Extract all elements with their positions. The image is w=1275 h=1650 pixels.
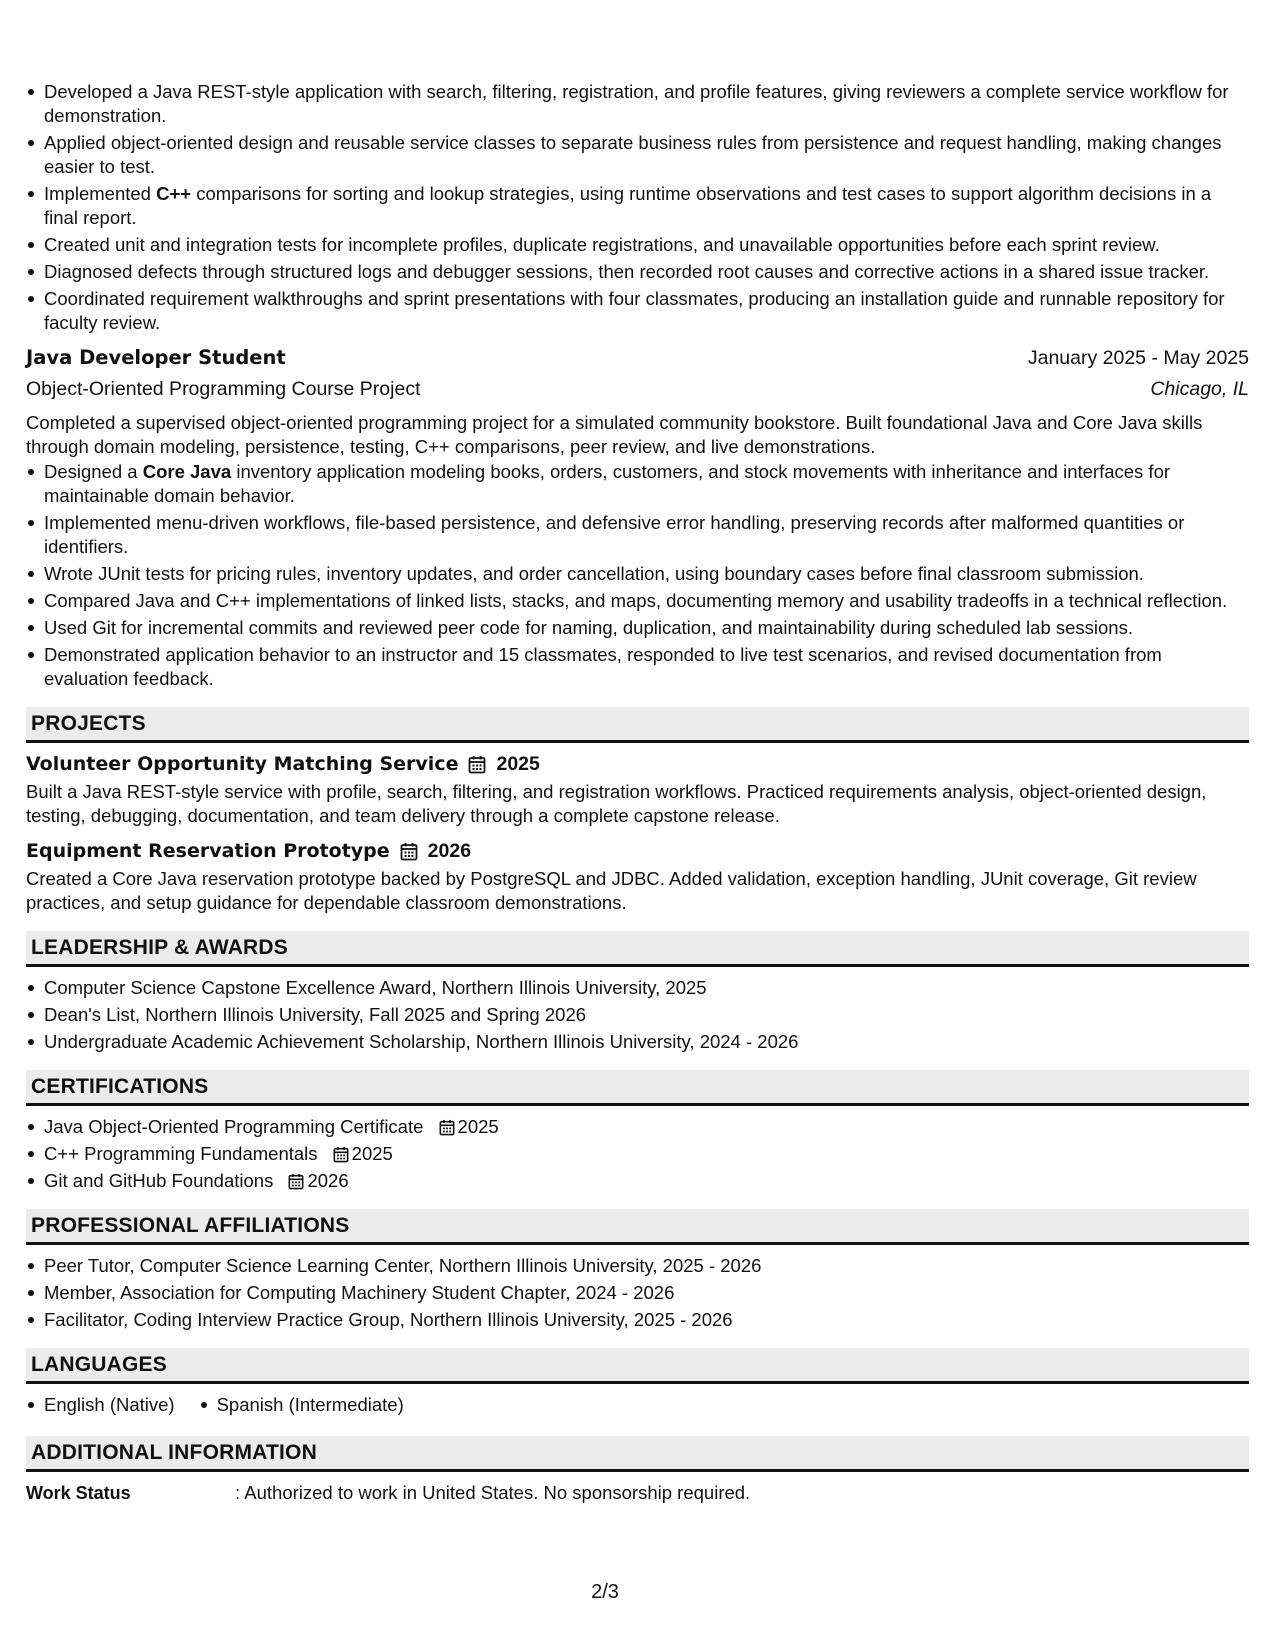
certification-year: 2025	[457, 1116, 499, 1137]
certification-name: Java Object-Oriented Programming Certificate	[44, 1116, 424, 1137]
section-heading-awards: LEADERSHIP & AWARDS	[26, 931, 1249, 967]
project-description: Created a Core Java reservation prototype backed by PostgreSQL and JDBC. Added validation, exception handling, JUnit coverage, Git review practices, and setup guidance for dependable classroom demonstrations.	[26, 868, 1197, 913]
job-organization: Object-Oriented Programming Course Project	[26, 378, 421, 400]
calendar-icon	[468, 755, 486, 774]
work-status-value: : Authorized to work in United States. No sponsorship required.	[235, 1482, 751, 1503]
job-bullets	[26, 460, 1249, 691]
list-item: Coordinated requirement walkthroughs and sprint presentations with four classmates, producing an installation guide and runnable repository for faculty review.	[26, 287, 1249, 335]
calendar-icon	[333, 1146, 349, 1163]
certification-name: C++ Programming Fundamentals	[44, 1143, 318, 1164]
project-item	[26, 752, 1249, 828]
list-item: Dean's List, Northern Illinois University, Fall 2025 and Spring 2026	[26, 1003, 1249, 1027]
list-item	[26, 1142, 1249, 1166]
project-year: 2026	[427, 840, 472, 862]
list-item: Peer Tutor, Computer Science Learning Center, Northern Illinois University, 2025 - 2026	[26, 1254, 1249, 1278]
section-heading-additional: ADDITIONAL INFORMATION	[26, 1436, 1249, 1472]
list-item: Applied object-oriented design and reusable service classes to separate business rules from persistence and request handling, making changes easier to test.	[26, 131, 1249, 179]
awards-list	[26, 976, 1249, 1054]
list-item	[26, 1115, 1249, 1139]
experience-bullets-top	[26, 80, 1249, 335]
languages-list	[26, 1393, 1249, 1420]
certification-name: Git and GitHub Foundations	[44, 1170, 274, 1191]
calendar-icon	[439, 1119, 455, 1136]
certification-year: 2026	[307, 1170, 349, 1191]
section-heading-languages: LANGUAGES	[26, 1348, 1249, 1384]
job-summary: Completed a supervised object-oriented programming project for a simulated community bookstore. Built foundational Java and Core Java skills through domain modeling, persistence, testing, C++ comparisons, peer review, and live demonstrations.	[26, 412, 1203, 457]
calendar-icon	[288, 1173, 304, 1190]
list-item: Wrote JUnit tests for pricing rules, inventory updates, and order cancellation, using boundary cases before final classroom submission.	[26, 562, 1249, 586]
list-item: Designed a Core Java inventory application modeling books, orders, customers, and stock movements with inheritance and interfaces for maintainable domain behavior.	[26, 460, 1249, 508]
section-heading-certifications: CERTIFICATIONS	[26, 1070, 1249, 1106]
job-location: Chicago, IL	[1150, 378, 1249, 400]
section-heading-projects: PROJECTS	[26, 707, 1249, 743]
additional-info-row	[26, 1481, 1249, 1505]
list-item: Facilitator, Coding Interview Practice Group, Northern Illinois University, 2025 - 2026	[26, 1308, 1249, 1332]
project-description: Built a Java REST-style service with profile, search, filtering, and registration workflows. Practiced requirements analysis, object-oriented design, testing, debugging, documentation, and team delivery through a complete capstone release.	[26, 781, 1207, 826]
list-item: Used Git for incremental commits and reviewed peer code for naming, duplication, and maintainability during scheduled lab sessions.	[26, 616, 1249, 640]
list-item: Computer Science Capstone Excellence Award, Northern Illinois University, 2025	[26, 976, 1249, 1000]
project-title: Volunteer Opportunity Matching Service	[26, 753, 459, 775]
section-heading-affiliations: PROFESSIONAL AFFILIATIONS	[26, 1209, 1249, 1245]
list-item: Spanish (Intermediate)	[199, 1393, 404, 1417]
list-item: Undergraduate Academic Achievement Scholarship, Northern Illinois University, 2024 - 2026	[26, 1030, 1249, 1054]
work-status-label: Work Status	[26, 1483, 131, 1503]
list-item: Diagnosed defects through structured logs and debugger sessions, then recorded root causes and corrective actions in a shared issue tracker.	[26, 260, 1249, 284]
calendar-icon	[400, 842, 418, 861]
project-item	[26, 839, 1249, 915]
list-item: Developed a Java REST-style application with search, filtering, registration, and profile features, giving reviewers a complete service workflow for demonstration.	[26, 80, 1249, 128]
list-item	[26, 1169, 1249, 1193]
certifications-list	[26, 1115, 1249, 1193]
list-item: Compared Java and C++ implementations of linked lists, stacks, and maps, documenting memory and usability tradeoffs in a technical reflection.	[26, 589, 1249, 613]
page-number: 2/3	[591, 1581, 619, 1603]
list-item: Implemented C++ comparisons for sorting and lookup strategies, using runtime observations and test cases to support algorithm decisions in a final report.	[26, 182, 1249, 230]
job-subheader	[26, 377, 1249, 401]
job-title: Java Developer Student	[26, 346, 286, 369]
list-item: Member, Association for Computing Machinery Student Chapter, 2024 - 2026	[26, 1281, 1249, 1305]
project-year: 2025	[496, 753, 540, 775]
list-item: Demonstrated application behavior to an instructor and 15 classmates, responded to live test scenarios, and revised documentation from evaluation feedback.	[26, 643, 1249, 691]
certification-year: 2025	[351, 1143, 393, 1164]
job-dates: January 2025 - May 2025	[1027, 347, 1249, 369]
job-header	[26, 346, 1249, 370]
list-item: Implemented menu-driven workflows, file-based persistence, and defensive error handling, preserving records after malformed quantities or identifiers.	[26, 511, 1249, 559]
list-item: English (Native)	[26, 1393, 175, 1417]
project-title: Equipment Reservation Prototype	[26, 840, 390, 862]
list-item: Created unit and integration tests for incomplete profiles, duplicate registrations, and unavailable opportunities before each sprint review.	[26, 233, 1249, 257]
affiliations-list	[26, 1254, 1249, 1332]
